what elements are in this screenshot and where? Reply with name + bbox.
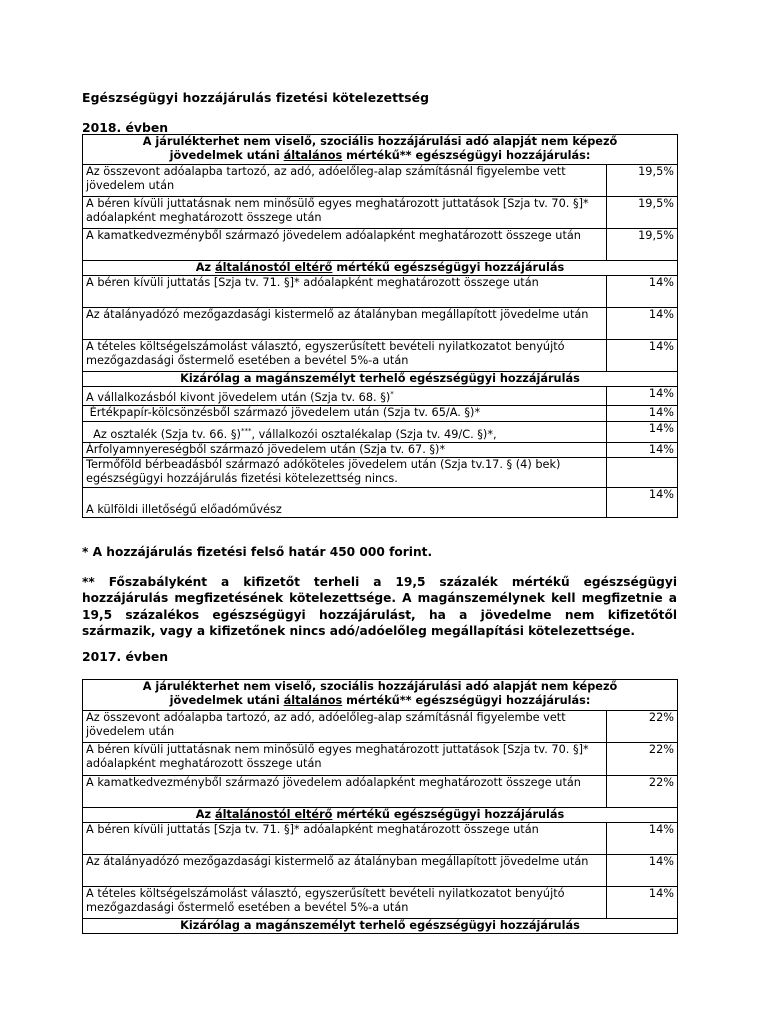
document-title: Egészségügyi hozzájárulás fizetési kötelezettség [82, 90, 430, 105]
header-line-2-pre: jövedelmek utáni [169, 149, 284, 162]
table-2017 [82, 679, 678, 934]
header-line-1: A járulékterhet nem viselő, szociális hozzájárulási adó alapját nem képező [142, 680, 618, 693]
row-text: A béren kívüli juttatás [Szja tv. 71. §]* adóalapként meghatározott összege után [83, 276, 607, 308]
row-text-post: , vállalkozói osztalékalap (Szja tv. 49/C. §)*, [251, 427, 497, 441]
row-value: 22% [607, 743, 678, 776]
row-value: 14% [607, 823, 678, 855]
row-value: 14% [607, 487, 678, 517]
table-2018-private-header: Kizárólag a magánszemélyt terhelő egészségügyi hozzájárulás [83, 372, 678, 387]
row-value: 19,5% [607, 197, 678, 229]
row-text: Termőföld bérbeadásból származó adóköteles jövedelem után (Szja tv.17. § (4) bek) egészségügyi hozzájárulás fizetési kötelezettség nincs. [83, 457, 607, 487]
row-text: A béren kívüli juttatásnak nem minősülő egyes meghatározott juttatások [Szja tv. 70. §]* adóalapként meghatározott összege után [83, 197, 607, 229]
table-row [83, 855, 678, 887]
row-text [83, 387, 607, 406]
row-value: 14% [607, 405, 678, 421]
special-heading-post: mértékű egészségügyi hozzájárulás [332, 261, 565, 274]
row-value: 14% [607, 276, 678, 308]
header-line-2-pre: jövedelmek utáni [169, 694, 284, 707]
special-heading-underlined: általánostól eltérő [214, 261, 333, 274]
footnote-mark: *** [240, 426, 252, 435]
row-value: 14% [607, 421, 678, 442]
footnote-1: * A hozzájárulás fizetési felső határ 450 000 forint. [82, 545, 433, 559]
row-value: 22% [607, 776, 678, 808]
table-row [83, 421, 678, 442]
row-value: 14% [607, 340, 678, 372]
special-heading-pre: Az [195, 808, 215, 821]
header-line-2-underlined: általános [283, 149, 343, 162]
row-value: 14% [607, 887, 678, 919]
row-value: 22% [607, 711, 678, 743]
table-row [83, 887, 678, 919]
table-row [83, 743, 678, 776]
row-text: Értékpapír-kölcsönzésből származó jövedelem után (Szja tv. 65/A. §)* [83, 405, 607, 421]
row-value: 14% [607, 308, 678, 340]
table-row [83, 276, 678, 308]
row-value: 14% [607, 387, 678, 406]
table-row [83, 165, 678, 197]
row-text [83, 421, 607, 442]
table-row [83, 823, 678, 855]
special-heading-pre: Az [195, 261, 215, 274]
row-text: Az összevont adóalapba tartozó, az adó, adóelőleg-alap számításnál figyelembe vett jövedelem után [83, 165, 607, 197]
row-text: A tételes költségelszámolást választó, egyszerűsített bevételi nyilatkozatot benyújtó mezőgazdasági őstermelő esetében a bevétel 5%-a után [83, 340, 607, 372]
table-row [83, 229, 678, 261]
table-row [83, 442, 678, 457]
row-value: 19,5% [607, 165, 678, 197]
row-text: Az összevont adóalapba tartozó, az adó, adóelőleg-alap számításnál figyelembe vett jövedelem után [83, 711, 607, 743]
row-value: 14% [607, 855, 678, 887]
table-row [83, 405, 678, 421]
row-text-main: Az osztalék (Szja tv. 66. §) [86, 427, 241, 441]
header-line-1: A járulékterhet nem viselő, szociális hozzájárulási adó alapját nem képező [142, 135, 618, 148]
row-text: A külföldi illetőségű előadóművész [83, 487, 607, 517]
year-2017-heading: 2017. évben [82, 649, 169, 664]
row-text: Az átalányadózó mezőgazdasági kistermelő az átalányban megállapított jövedelme után [83, 855, 607, 887]
table-2017-private-header: Kizárólag a magánszemélyt terhelő egészségügyi hozzájárulás [83, 919, 678, 934]
header-line-2-post: mértékű** egészségügyi hozzájárulás: [342, 694, 591, 707]
table-2018-special-header [83, 261, 678, 276]
table-row [83, 776, 678, 808]
row-text: Az átalányadózó mezőgazdasági kistermelő az átalányban megállapított jövedelme után [83, 308, 607, 340]
row-text: A béren kívüli juttatás [Szja tv. 71. §]* adóalapként meghatározott összege után [83, 823, 607, 855]
table-2018-general-header [83, 135, 678, 165]
table-2017-general-header [83, 680, 678, 711]
row-value: 19,5% [607, 229, 678, 261]
table-row [83, 487, 678, 517]
header-line-2-underlined: általános [283, 694, 343, 707]
table-2018 [82, 134, 678, 518]
table-row [83, 197, 678, 229]
row-text: A kamatkedvezményből származó jövedelem adóalapként meghatározott összege után [83, 776, 607, 808]
table-row [83, 387, 678, 406]
row-value: 14% [607, 442, 678, 457]
row-text: Árfolyamnyereségből származó jövedelem után (Szja tv. 67. §)* [83, 442, 607, 457]
row-text: A tételes költségelszámolást választó, egyszerűsített bevételi nyilatkozatot benyújtó mezőgazdasági őstermelő esetében a bevétel 5%-a után [83, 887, 607, 919]
row-text-main: A vállalkozásból kivont jövedelem után (Szja tv. 68. §) [86, 390, 391, 404]
header-line-2-post: mértékű** egészségügyi hozzájárulás: [342, 149, 591, 162]
footnote-mark: * [390, 390, 394, 398]
year-2018-heading: 2018. évben [82, 120, 169, 135]
table-row [83, 457, 678, 487]
special-heading-underlined: általánostól eltérő [214, 808, 333, 821]
table-2017-special-header [83, 808, 678, 823]
table-row [83, 308, 678, 340]
table-row [83, 711, 678, 743]
special-heading-post: mértékű egészségügyi hozzájárulás [332, 808, 565, 821]
row-value-empty [607, 457, 678, 487]
row-text: A béren kívüli juttatásnak nem minősülő egyes meghatározott juttatások [Szja tv. 70. §]* adóalapként meghatározott összege után [83, 743, 607, 776]
footnote-2: ** Főszabályként a kifizetőt terheli a 19,5 százalék mértékű egészségügyi hozzájárulás megfizetésének kötelezettsége. A magánszemélynek kell megfizetnie a 19,5 százalékos egészségügyi hozzájárulást, ha a jövedelme nem kifizetőtől származik, vagy a kifizetőnek nincs adó/adóelőleg megállapítási kötelezettsége. [82, 575, 677, 639]
table-row [83, 340, 678, 372]
row-text: A kamatkedvezményből származó jövedelem adóalapként meghatározott összege után [83, 229, 607, 261]
